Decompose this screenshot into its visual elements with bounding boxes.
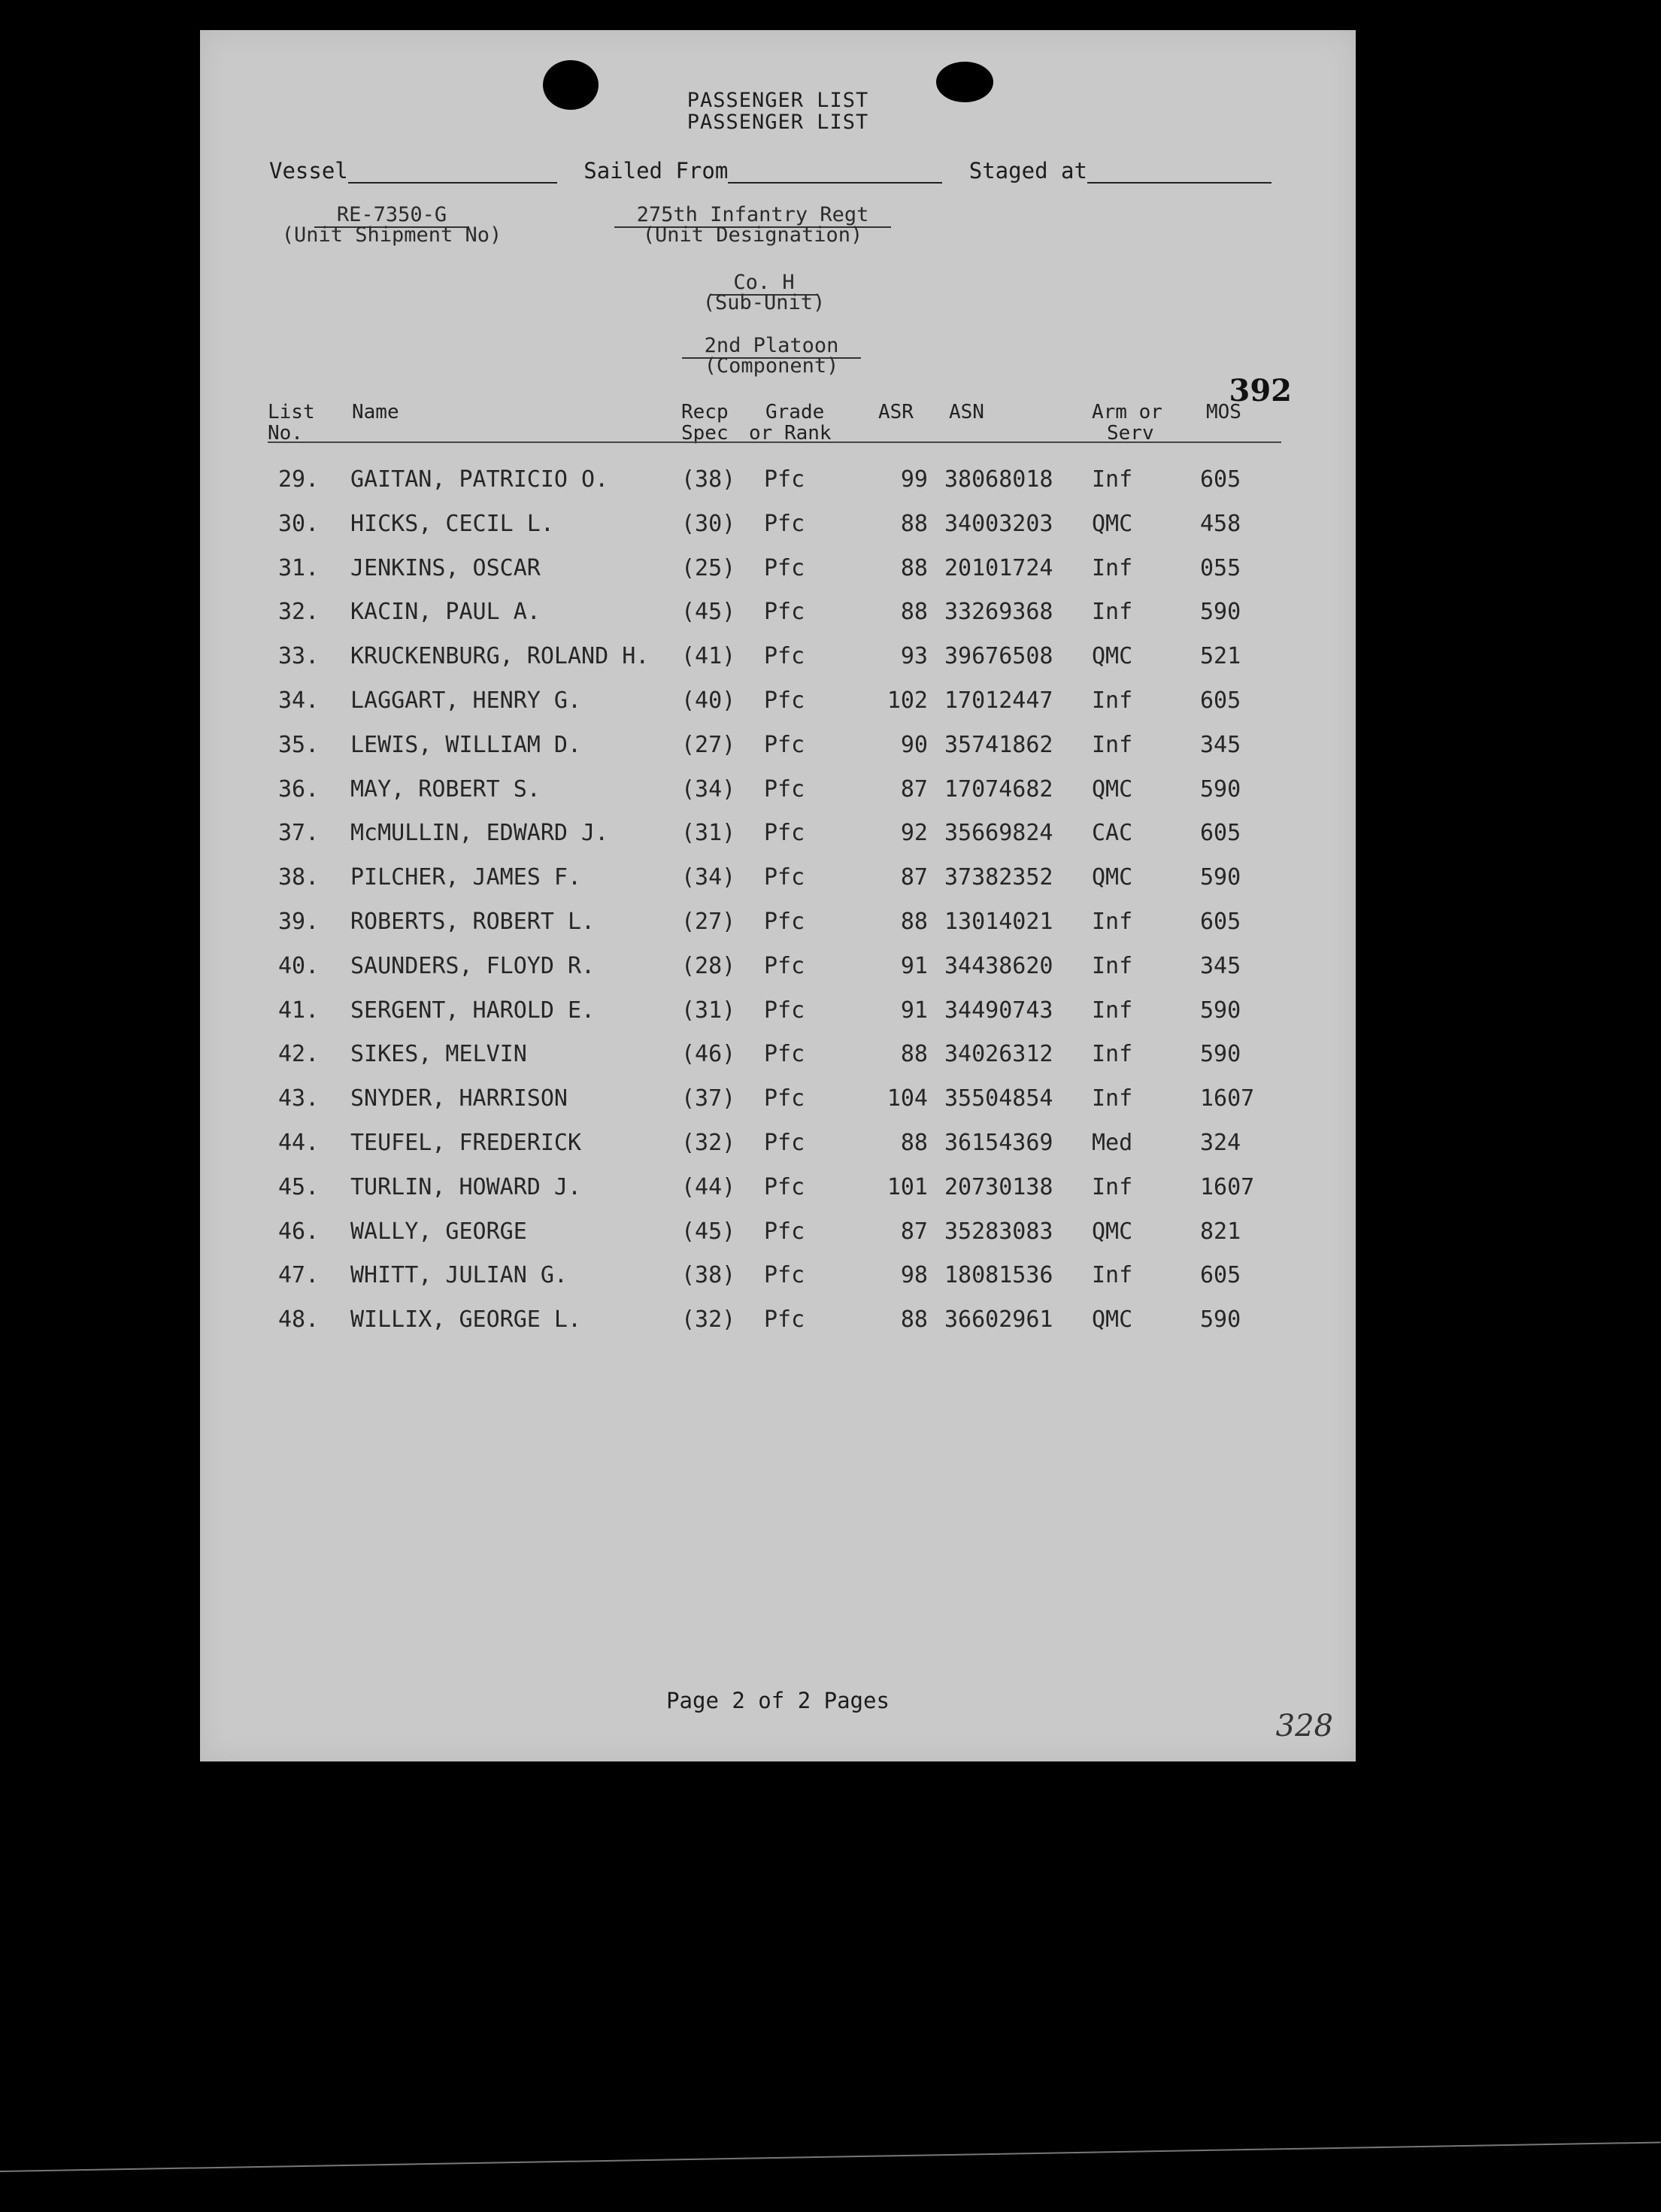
vessel-row <box>269 158 1272 184</box>
cell-spec: (41) <box>681 643 736 670</box>
cell-spec: (31) <box>681 820 736 847</box>
cell-arm: QMC <box>1092 775 1133 803</box>
col-name-line1: Name <box>352 401 399 423</box>
staged-at-blank <box>1087 161 1272 184</box>
cell-grade: Pfc <box>764 731 805 758</box>
table-row <box>200 1130 1356 1173</box>
cell-no: 35. <box>278 731 320 758</box>
component-block <box>651 334 892 376</box>
cell-arm: Inf <box>1092 952 1133 979</box>
cell-asr: 90 <box>900 731 928 758</box>
cell-name: MAY, ROBERT S. <box>350 775 541 803</box>
cell-spec: (45) <box>681 599 736 626</box>
unit-shipment-block <box>279 203 505 245</box>
cell-no: 47. <box>278 1262 320 1289</box>
cell-asn: 38068018 <box>944 466 1053 493</box>
vessel-label: Vessel <box>269 158 348 184</box>
table-row <box>200 997 1356 1041</box>
cell-mos: 605 <box>1200 909 1241 935</box>
table-row <box>200 599 1356 642</box>
cell-asr: 87 <box>900 775 928 803</box>
cell-grade: Pfc <box>764 510 805 537</box>
cell-arm: Inf <box>1092 731 1133 758</box>
cell-mos: 521 <box>1200 643 1241 670</box>
cell-name: LEWIS, WILLIAM D. <box>350 731 582 758</box>
unit-designation: 275th Infantry Regt <box>614 203 892 228</box>
table-row <box>200 909 1356 952</box>
cell-arm: Inf <box>1092 554 1133 581</box>
cell-mos: 605 <box>1200 1262 1241 1289</box>
col-grade-line1: Grade <box>765 401 825 423</box>
cell-spec: (38) <box>681 1262 736 1289</box>
cell-grade: Pfc <box>764 1041 805 1068</box>
cell-no: 32. <box>278 599 320 626</box>
table-row <box>200 1174 1356 1218</box>
cell-arm: Inf <box>1092 599 1133 626</box>
cell-no: 31. <box>278 554 320 581</box>
cell-asn: 34026312 <box>944 1041 1053 1068</box>
cell-asn: 34438620 <box>944 952 1053 979</box>
cell-asn: 35669824 <box>944 820 1053 847</box>
cell-asn: 36602961 <box>944 1306 1053 1334</box>
cell-no: 41. <box>278 997 320 1024</box>
cell-no: 45. <box>278 1173 320 1200</box>
cell-spec: (32) <box>681 1130 736 1156</box>
unit-designation-caption: (Unit Designation) <box>642 223 863 247</box>
col-list-no-line2: No. <box>268 422 303 445</box>
cell-grade: Pfc <box>764 997 805 1024</box>
cell-grade: Pfc <box>764 909 805 935</box>
cell-asn: 36154369 <box>944 1130 1053 1156</box>
cell-name: SAUNDERS, FLOYD R. <box>350 952 596 979</box>
cell-asr: 88 <box>900 554 928 581</box>
cell-arm: Med <box>1092 1130 1133 1156</box>
cell-spec: (30) <box>681 510 736 537</box>
cell-asn: 37382352 <box>944 864 1053 891</box>
cell-spec: (38) <box>681 466 736 493</box>
cell-arm: QMC <box>1092 643 1133 670</box>
cell-asr: 99 <box>900 466 928 493</box>
cell-name: LAGGART, HENRY G. <box>350 687 582 714</box>
sailed-from-label: Sailed From <box>583 158 729 184</box>
cell-arm: Inf <box>1092 997 1133 1024</box>
cell-spec: (46) <box>681 1041 736 1068</box>
cell-mos: 605 <box>1200 820 1241 847</box>
cell-arm: Inf <box>1092 909 1133 935</box>
cell-grade: Pfc <box>764 466 805 493</box>
cell-asr: 87 <box>900 1218 928 1245</box>
col-spec <box>681 402 729 444</box>
col-arm-line1: Arm or <box>1092 401 1162 423</box>
cell-name: KACIN, PAUL A. <box>350 599 541 626</box>
cell-arm: CAC <box>1092 820 1133 847</box>
cell-asn: 39676508 <box>944 643 1053 670</box>
cell-grade: Pfc <box>764 864 805 891</box>
cell-arm: Inf <box>1092 1041 1133 1068</box>
cell-asr: 98 <box>900 1262 928 1289</box>
cell-grade: Pfc <box>764 1306 805 1334</box>
cell-mos: 324 <box>1200 1130 1241 1156</box>
table-row <box>200 864 1356 908</box>
cell-name: GAITAN, PATRICIO O. <box>350 466 609 493</box>
unit-shipment-caption: (Unit Shipment No) <box>281 223 502 247</box>
cell-asn: 34003203 <box>944 510 1053 537</box>
cell-mos: 590 <box>1200 1306 1241 1334</box>
cell-asn: 35741862 <box>944 731 1053 758</box>
cell-grade: Pfc <box>764 554 805 581</box>
col-mos-line1: MOS <box>1206 401 1241 423</box>
cell-name: SIKES, MELVIN <box>350 1041 527 1068</box>
col-asr <box>878 402 914 423</box>
col-list-no <box>268 402 315 444</box>
cell-no: 38. <box>278 864 320 891</box>
cell-mos: 055 <box>1200 554 1241 581</box>
cell-name: JENKINS, OSCAR <box>350 554 541 581</box>
title-line-1: PASSENGER LIST <box>687 89 869 112</box>
table-row <box>200 820 1356 863</box>
document-title <box>200 89 1356 134</box>
cell-no: 34. <box>278 687 320 714</box>
table-row <box>200 1262 1356 1306</box>
cell-spec: (40) <box>681 687 736 714</box>
cell-asn: 17074682 <box>944 775 1053 803</box>
staged-at-label: Staged at <box>968 158 1087 184</box>
cell-grade: Pfc <box>764 1085 805 1112</box>
table-row <box>200 1218 1356 1262</box>
cell-mos: 458 <box>1200 510 1241 537</box>
cell-no: 44. <box>278 1130 320 1156</box>
table-row <box>200 466 1356 510</box>
col-grade <box>749 402 832 444</box>
cell-no: 48. <box>278 1306 320 1334</box>
cell-name: SNYDER, HARRISON <box>350 1085 568 1112</box>
cell-asr: 91 <box>900 997 928 1024</box>
cell-no: 33. <box>278 643 320 670</box>
vessel-blank <box>348 161 557 184</box>
cell-name: HICKS, CECIL L. <box>350 510 554 537</box>
table-row <box>200 511 1356 554</box>
cell-arm: QMC <box>1092 1218 1133 1245</box>
col-asr-line1: ASR <box>878 401 914 423</box>
cell-spec: (25) <box>681 554 736 581</box>
cell-mos: 590 <box>1200 1041 1241 1068</box>
cell-name: TEUFEL, FREDERICK <box>350 1130 582 1156</box>
cell-name: KRUCKENBURG, ROLAND H. <box>350 643 650 670</box>
header-rule <box>268 441 1281 443</box>
cell-spec: (45) <box>681 1218 736 1245</box>
cell-spec: (37) <box>681 1085 736 1112</box>
cell-name: WALLY, GEORGE <box>350 1218 527 1245</box>
cell-no: 29. <box>278 466 320 493</box>
cell-mos: 605 <box>1200 466 1241 493</box>
cell-mos: 590 <box>1200 775 1241 803</box>
cell-mos: 605 <box>1200 687 1241 714</box>
cell-name: McMULLIN, EDWARD J. <box>350 820 609 847</box>
page-footer: Page 2 of 2 Pages <box>666 1688 890 1713</box>
cell-asn: 33269368 <box>944 599 1053 626</box>
table-row <box>200 1085 1356 1129</box>
col-mos <box>1206 402 1241 423</box>
cell-grade: Pfc <box>764 775 805 803</box>
component: 2nd Platoon <box>682 334 862 359</box>
stamp-number: 392 <box>1229 373 1292 408</box>
cell-asr: 104 <box>887 1085 928 1112</box>
cell-arm: QMC <box>1092 510 1133 537</box>
cell-grade: Pfc <box>764 687 805 714</box>
cell-mos: 345 <box>1200 731 1241 758</box>
cell-arm: Inf <box>1092 1085 1133 1112</box>
cell-arm: QMC <box>1092 864 1133 891</box>
cell-asn: 17012447 <box>944 687 1053 714</box>
cell-name: TURLIN, HOWARD J. <box>350 1173 582 1200</box>
cell-no: 39. <box>278 909 320 935</box>
cell-no: 42. <box>278 1041 320 1068</box>
cell-asr: 88 <box>900 1306 928 1334</box>
cell-spec: (34) <box>681 775 736 803</box>
cell-name: ROBERTS, ROBERT L. <box>350 909 596 935</box>
cell-asr: 88 <box>900 599 928 626</box>
cell-mos: 590 <box>1200 864 1241 891</box>
table-row <box>200 1306 1356 1350</box>
cell-asr: 88 <box>900 1041 928 1068</box>
cell-name: WHITT, JULIAN G. <box>350 1262 568 1289</box>
cell-mos: 1607 <box>1200 1085 1255 1112</box>
table-row <box>200 776 1356 820</box>
cell-asn: 35504854 <box>944 1085 1053 1112</box>
col-grade-line2: or Rank <box>749 422 832 445</box>
cell-asr: 91 <box>900 952 928 979</box>
cell-mos: 821 <box>1200 1218 1241 1245</box>
col-name <box>352 402 399 423</box>
cell-name: PILCHER, JAMES F. <box>350 864 582 891</box>
document-page <box>200 30 1356 1761</box>
sub-unit-caption: (Sub-Unit) <box>702 291 826 314</box>
cell-grade: Pfc <box>764 599 805 626</box>
cell-no: 46. <box>278 1218 320 1245</box>
cell-asn: 13014021 <box>944 909 1053 935</box>
cell-no: 30. <box>278 510 320 537</box>
cell-asr: 93 <box>900 643 928 670</box>
col-asn <box>949 402 984 423</box>
cell-grade: Pfc <box>764 1262 805 1289</box>
sub-unit: Co. H <box>711 271 817 296</box>
cell-asn: 18081536 <box>944 1262 1053 1289</box>
cell-no: 43. <box>278 1085 320 1112</box>
unit-shipment-no: RE-7350-G <box>314 203 469 228</box>
cell-mos: 1607 <box>1200 1173 1255 1200</box>
cell-grade: Pfc <box>764 643 805 670</box>
film-edge-line <box>0 2141 1661 2172</box>
col-asn-line1: ASN <box>949 401 984 423</box>
cell-spec: (28) <box>681 952 736 979</box>
cell-spec: (31) <box>681 997 736 1024</box>
cell-no: 37. <box>278 820 320 847</box>
unit-designation-block <box>602 203 903 245</box>
table-row <box>200 953 1356 997</box>
table-row <box>200 687 1356 731</box>
cell-asr: 101 <box>887 1173 928 1200</box>
cell-arm: Inf <box>1092 687 1133 714</box>
table-row <box>200 732 1356 775</box>
cell-arm: Inf <box>1092 1173 1133 1200</box>
handwritten-number: 328 <box>1275 1709 1333 1743</box>
sub-unit-block <box>651 271 877 313</box>
col-spec-line1: Recp <box>681 401 729 423</box>
table-row <box>200 555 1356 599</box>
table-row <box>200 1041 1356 1085</box>
cell-mos: 345 <box>1200 952 1241 979</box>
cell-asn: 34490743 <box>944 997 1053 1024</box>
col-arm <box>1092 402 1162 444</box>
cell-spec: (27) <box>681 731 736 758</box>
cell-mos: 590 <box>1200 997 1241 1024</box>
title-line-2: PASSENGER LIST <box>687 111 869 134</box>
cell-no: 40. <box>278 952 320 979</box>
cell-asn: 20101724 <box>944 554 1053 581</box>
cell-arm: Inf <box>1092 1262 1133 1289</box>
cell-asn: 20730138 <box>944 1173 1053 1200</box>
cell-spec: (34) <box>681 864 736 891</box>
sailed-from-blank <box>728 161 942 184</box>
component-caption: (Component) <box>704 354 839 378</box>
cell-no: 36. <box>278 775 320 803</box>
cell-name: SERGENT, HAROLD E. <box>350 997 596 1024</box>
cell-spec: (27) <box>681 909 736 935</box>
cell-name: WILLIX, GEORGE L. <box>350 1306 582 1334</box>
cell-mos: 590 <box>1200 599 1241 626</box>
col-arm-line2: Serv <box>1107 422 1154 445</box>
cell-grade: Pfc <box>764 820 805 847</box>
cell-grade: Pfc <box>764 1130 805 1156</box>
cell-asr: 88 <box>900 909 928 935</box>
cell-asr: 92 <box>900 820 928 847</box>
cell-arm: Inf <box>1092 466 1133 493</box>
col-list-no-line1: List <box>268 401 315 423</box>
col-spec-line2: Spec <box>681 422 729 445</box>
cell-asr: 88 <box>900 1130 928 1156</box>
cell-asn: 35283083 <box>944 1218 1053 1245</box>
cell-grade: Pfc <box>764 952 805 979</box>
cell-asr: 102 <box>887 687 928 714</box>
cell-arm: QMC <box>1092 1306 1133 1334</box>
cell-asr: 88 <box>900 510 928 537</box>
cell-spec: (32) <box>681 1306 736 1334</box>
table-row <box>200 643 1356 687</box>
cell-grade: Pfc <box>764 1218 805 1245</box>
cell-spec: (44) <box>681 1173 736 1200</box>
cell-asr: 87 <box>900 864 928 891</box>
cell-grade: Pfc <box>764 1173 805 1200</box>
